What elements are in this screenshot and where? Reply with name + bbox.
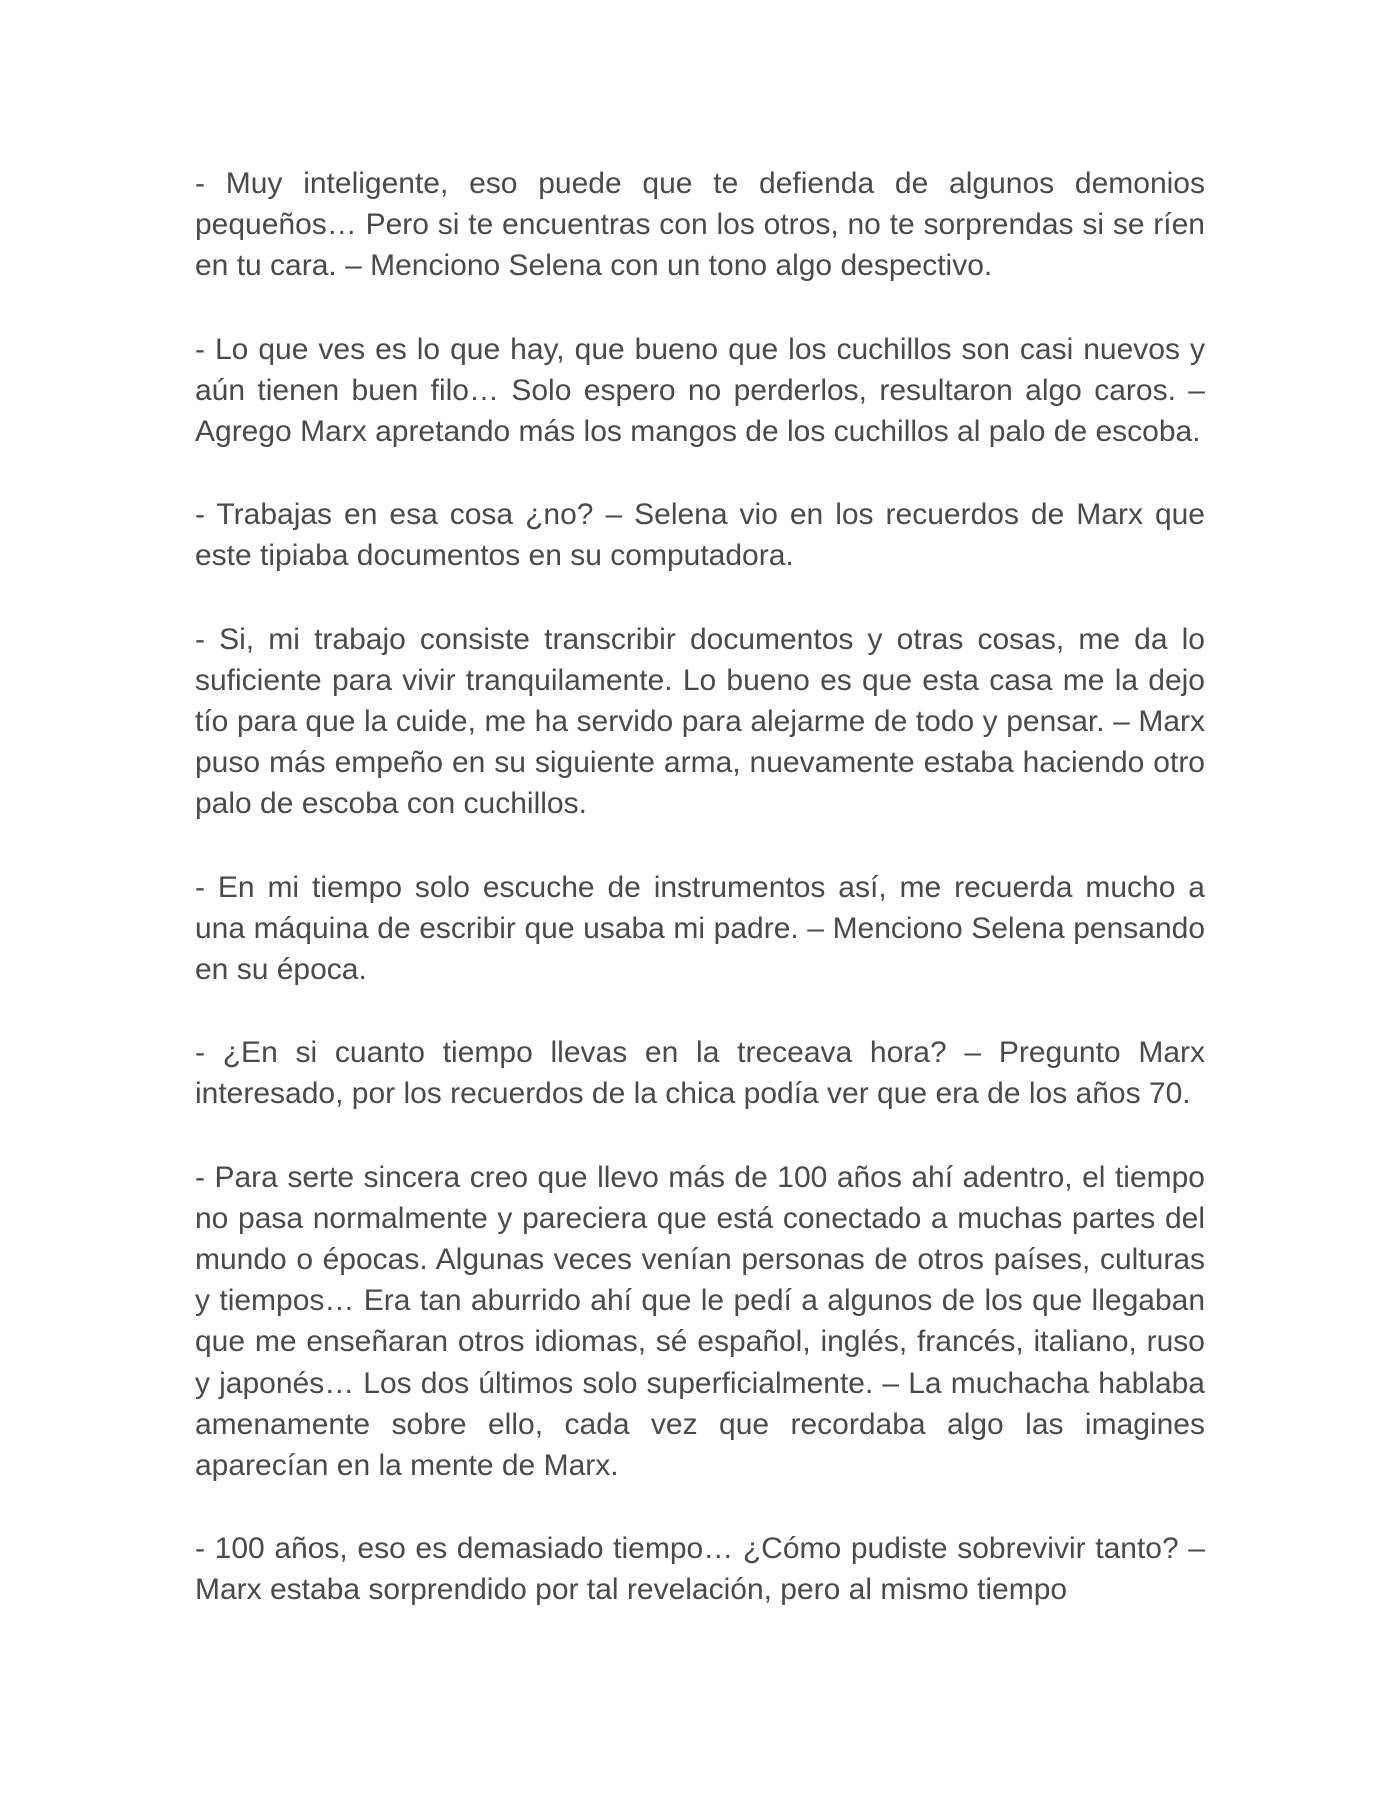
paragraph-6: - ¿En si cuanto tiempo llevas en la treceava hora? – Pregunto Marx interesado, por los recuerdos de la chica podía ver que era de los años 70. <box>195 1036 1205 1111</box>
text-column <box>195 163 1205 1611</box>
paragraph-5: - En mi tiempo solo escuche de instrumentos así, me recuerda mucho a una máquina de escribir que usaba mi padre. – Menciono Selena pensando en su época. <box>195 870 1205 987</box>
paragraph-1: - Muy inteligente, eso puede que te defienda de algunos demonios pequeños… Pero si te encuentras con los otros, no te sorprendas si se ríen en tu cara. – Menciono Selena con un tono algo despectivo. <box>195 167 1205 283</box>
paragraph-8: - 100 años, eso es demasiado tiempo… ¿Cómo pudiste sobrevivir tanto? – Marx estaba sorprendido por tal revelación, pero al mismo tiempo <box>195 1532 1205 1607</box>
paragraph-4: - Si, mi trabajo consiste transcribir documentos y otras cosas, me da lo suficiente para vivir tranquilamente. Lo bueno es que esta casa me la dejo tío para que la cuide, me ha servido para alejarme de todo y pensar. – Marx puso más empeño en su siguiente arma, nuevamente estaba haciendo otro palo de escoba con cuchillos. <box>195 622 1205 821</box>
paragraph-7: - Para serte sincera creo que llevo más de 100 años ahí adentro, el tiempo no pasa normalmente y pareciera que está conectado a muchas partes del mundo o épocas. Algunas veces venían personas de otros países, culturas y tiempos… Era tan aburrido ahí que le pedí a algunos de los que llegaban que me enseñaran otros idiomas, sé español, inglés, francés, italiano, ruso y japonés… Los dos últimos solo superficialmente. – La muchacha hablaba amenamente sobre ello, cada vez que recordaba algo las imagines aparecían en la mente de Marx. <box>195 1160 1205 1483</box>
paragraph-2: - Lo que ves es lo que hay, que bueno que los cuchillos son casi nuevos y aún tienen buen filo… Solo espero no perderlos, resultaron algo caros. – Agrego Marx apretando más los mangos de los cuchillos al palo de escoba. <box>195 332 1205 449</box>
paragraph-3: - Trabajas en esa cosa ¿no? – Selena vio en los recuerdos de Marx que este tipiaba documentos en su computadora. <box>195 498 1205 573</box>
